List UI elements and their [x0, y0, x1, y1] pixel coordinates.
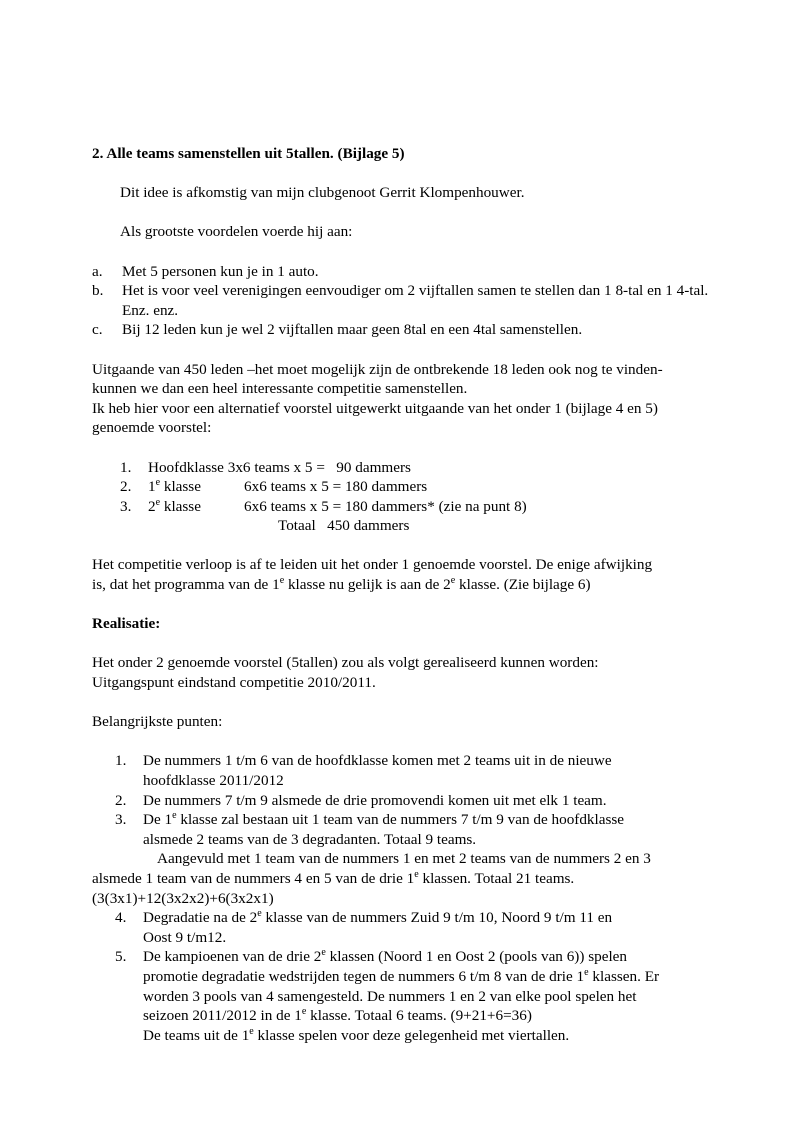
ordinal-suffix: e: [172, 810, 177, 822]
klasse-name: Hoofdklasse: [148, 458, 224, 476]
list-item: [92, 947, 710, 1045]
list-marker: 3.: [115, 811, 127, 829]
klasse-name: [148, 477, 244, 497]
list-item: [92, 791, 710, 811]
point-line: (3(3x1)+12(3x2x2)+6(3x2x1): [92, 889, 274, 907]
list-marker: c.: [92, 321, 103, 339]
realisatie-line-2: Uitgangspunt eindstand competitie 2010/2011.: [92, 674, 376, 692]
point-text-b: klasse. Totaal 6 teams. (9+21+6=36): [306, 1007, 532, 1025]
list-marker: b.: [92, 282, 104, 300]
klasse-row-content: [148, 498, 527, 515]
klasse-calc: 3x6 teams x 5 = 90 dammers: [227, 458, 411, 476]
body-paragraph-1-line-1: Uitgaande van 450 leden –het moet mogelijk zijn de ontbrekende 18 leden ook nog te vinden-: [92, 360, 663, 378]
realisatie-line-1: Het onder 2 genoemde voorstel (5tallen) zou als volgt gerealiseerd kunnen worden:: [92, 654, 599, 672]
intro-paragraph-1: Dit idee is afkomstig van mijn clubgenoot Gerrit Klompenhouwer.: [120, 184, 525, 202]
list-item: [92, 320, 710, 340]
list-item: [92, 810, 710, 908]
body-paragraph-2-line-2: genoemde voorstel:: [92, 419, 212, 437]
ordinal-suffix: e: [321, 947, 326, 959]
ordinal-suffix: e: [450, 575, 456, 586]
klasse-row: [92, 497, 710, 517]
belangrijkste-heading: Belangrijkste punten:: [92, 713, 223, 731]
klasse-row-content: [148, 478, 427, 495]
competitie-text-a: is, dat het programma van de 1: [92, 576, 280, 594]
point-line: hoofdklasse 2011/2012: [143, 772, 284, 789]
point-line: [92, 869, 710, 889]
point-text-a: seizoen 2011/2012 in de 1: [143, 1007, 302, 1025]
document-body: [92, 144, 710, 1045]
klasse-row-content: [148, 459, 411, 476]
point-text-a: De teams uit de 1: [143, 1026, 250, 1044]
point-text-a: Degradatie na de 2: [143, 909, 258, 927]
point-line: [143, 908, 710, 928]
competitie-text-b: klasse nu gelijk is aan de 2: [284, 576, 451, 594]
klasse-calc: 6x6 teams x 5 = 180 dammers: [244, 478, 428, 496]
point-line: [143, 1026, 710, 1046]
klasse-calc: 6x6 teams x 5 = 180 dammers* (zie na punt 8): [244, 497, 527, 515]
klasse-name-number: 1: [148, 478, 156, 496]
klasse-row: [92, 458, 710, 478]
ordinal-suffix: e: [257, 908, 262, 920]
ordinal-suffix: e: [301, 1006, 307, 1018]
ordinal-suffix: e: [279, 575, 285, 586]
body-paragraph-2-line-1: Ik heb hier voor een alternatief voorstel uitgewerkt uitgaande van het onder 1 (bijlage 4 en 5): [92, 399, 658, 417]
spacer: [92, 340, 710, 360]
list-marker: 5.: [115, 948, 127, 966]
body-paragraph-1-line-2: kunnen we dan een heel interessante competitie samenstellen.: [92, 380, 468, 398]
point-line: [143, 967, 710, 987]
intro-paragraph-2: Als grootste voordelen voerde hij aan:: [120, 223, 353, 241]
point-line: [143, 810, 710, 830]
advantages-list: [92, 262, 710, 340]
competitie-line-1: Het competitie verloop is af te leiden uit het onder 1 genoemde voorstel. De enige afwijking: [92, 556, 653, 574]
klasse-name: [148, 497, 244, 517]
ordinal-suffix: e: [414, 868, 419, 880]
spacer: [92, 693, 710, 713]
spacer: [92, 536, 710, 556]
klasse-total-line: Totaal 450 dammers: [278, 517, 410, 535]
klasse-name-number: 2: [148, 497, 156, 515]
point-text-b: klassen. Totaal 21 teams.: [418, 869, 575, 887]
competitie-text-c: klasse. (Zie bijlage 6): [455, 576, 591, 594]
list-item-text: Met 5 personen kun je in 1 auto.: [122, 262, 319, 280]
point-text-b: klassen (Noord 1 en Oost 2 (pools van 6)) spelen: [325, 948, 628, 966]
point-text-b: klasse van de nummers Zuid 9 t/m 10, Noord 9 t/m 11 en: [261, 909, 613, 927]
point-line: Aangevuld met 1 team van de nummers 1 en met 2 teams van de nummers 2 en 3: [157, 850, 651, 868]
klasse-name-rest: klasse: [160, 478, 201, 496]
list-marker: 4.: [115, 909, 127, 927]
spacer: [92, 438, 710, 458]
point-text-b: klasse zal bestaan uit 1 team van de nummers 7 t/m 9 van de hoofdklasse: [176, 811, 625, 829]
point-line: worden 3 pools van 4 samengesteld. De nummers 1 en 2 van elke pool spelen het: [143, 987, 637, 1005]
point-text-a: De 1: [143, 811, 173, 829]
list-item: [92, 262, 710, 282]
spacer: [92, 203, 710, 223]
point-text-b: klasse spelen voor deze gelegenheid met viertallen.: [253, 1026, 570, 1044]
spacer: [92, 164, 710, 184]
list-marker: 2.: [120, 478, 132, 496]
spacer: [92, 634, 710, 654]
point-text-a: alsmede 1 team van de nummers 4 en 5 van de drie 1: [92, 869, 415, 887]
list-marker: 1.: [120, 458, 132, 476]
realisatie-heading: Realisatie:: [92, 615, 161, 633]
list-item: [92, 908, 710, 947]
point-line: alsmede 2 teams van de 3 degradanten. Totaal 9 teams.: [143, 830, 477, 848]
list-marker: 2.: [115, 791, 127, 809]
point-line: Oost 9 t/m12.: [143, 928, 227, 946]
list-marker: 3.: [120, 497, 132, 515]
competitie-line-2: [92, 575, 710, 595]
spacer: [92, 732, 710, 752]
list-marker: a.: [92, 262, 103, 280]
klasse-list: [92, 458, 710, 517]
point-text-b: klassen. Er: [588, 967, 660, 985]
list-item-text: Het is voor veel verenigingen eenvoudiger om 2 vijftallen samen te stellen dan 1 8-tal en 1 4-tal. Enz. enz.: [122, 282, 709, 319]
ordinal-suffix: e: [249, 1025, 254, 1037]
point-line: [143, 1006, 710, 1026]
point-line: De nummers 7 t/m 9 alsmede de drie promovendi komen uit met elk 1 team.: [143, 791, 607, 809]
point-line: De nummers 1 t/m 6 van de hoofdklasse komen met 2 teams uit in de nieuwe: [143, 752, 612, 770]
spacer: [92, 242, 710, 262]
ordinal-suffix: e: [155, 477, 161, 489]
spacer: [92, 595, 710, 615]
point-line: [143, 947, 710, 967]
ordinal-suffix: e: [584, 966, 589, 978]
points-list: [92, 751, 710, 1045]
klasse-name-rest: klasse: [160, 497, 201, 515]
point-text-a: promotie degradatie wedstrijden tegen de nummers 6 t/m 8 van de drie 1: [143, 967, 585, 985]
ordinal-suffix: e: [155, 496, 161, 508]
list-item: [92, 751, 710, 790]
klasse-row: [92, 477, 710, 497]
list-item: [92, 281, 710, 320]
list-item-text: Bij 12 leden kun je wel 2 vijftallen maar geen 8tal en een 4tal samenstellen.: [122, 321, 583, 339]
list-marker: 1.: [115, 752, 127, 770]
point-text-a: De kampioenen van de drie 2: [143, 948, 322, 966]
section-heading: 2. Alle teams samenstellen uit 5tallen. (Bijlage 5): [92, 145, 405, 162]
